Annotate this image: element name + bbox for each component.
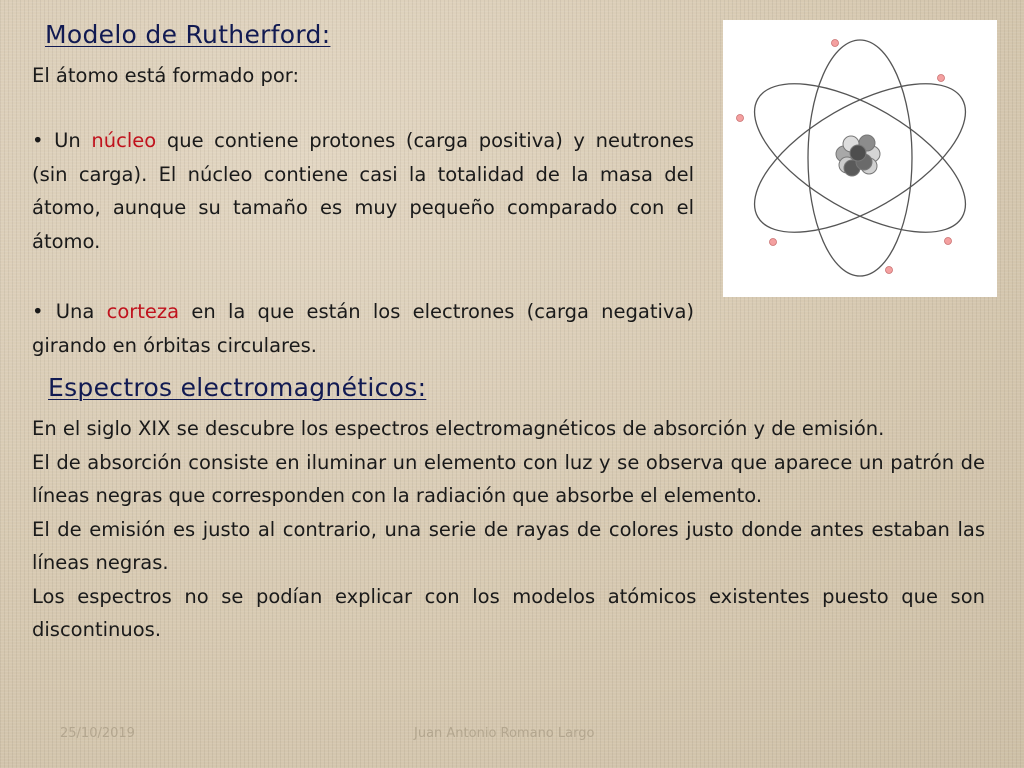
bullet-marker: • [32, 300, 44, 323]
spectra-body [32, 412, 985, 647]
nucleus [836, 135, 880, 176]
atom-model-image [723, 20, 997, 297]
electron [832, 40, 839, 47]
nucleus-bullet-text: que contiene protones (carga positiva) y neutrones (sin carga). El núcleo contiene casi la totalidad de la masa del átomo, aunque su tamaño es muy pequeño comparado con el átomo. [32, 129, 694, 253]
rutherford-intro: El átomo está formado por: [32, 64, 300, 87]
rutherford-title: Modelo de Rutherford: [45, 20, 331, 49]
electron [886, 267, 893, 274]
electron [938, 75, 945, 82]
nucleus-highlight: núcleo [91, 129, 157, 152]
spectra-paragraph: El de emisión es justo al contrario, una serie de rayas de colores justo donde antes estaban las líneas negras. [32, 517, 985, 574]
footer-date: 25/10/2019 [60, 726, 135, 741]
spectra-paragraph: Los espectros no se podían explicar con los modelos atómicos existentes puesto que son discontinuos. [32, 584, 985, 641]
electron [770, 239, 777, 246]
nucleus-bullet-lead: Un [54, 129, 81, 152]
nucleus-bullet [32, 124, 694, 258]
spectra-paragraph: En el siglo XIX se descubre los espectros electromagnéticos de absorción y de emisión. [32, 417, 885, 440]
shell-bullet [32, 295, 694, 362]
spectra-title: Espectros electromagnéticos: [48, 373, 427, 402]
electron [737, 115, 744, 122]
shell-bullet-lead: Una [55, 300, 95, 323]
spectra-paragraph: El de absorción consiste en iluminar un elemento con luz y se observa que aparece un patrón de líneas negras que corresponden con la radiación que absorbe el elemento. [32, 450, 985, 507]
electron [945, 238, 952, 245]
footer-author: Juan Antonio Romano Largo [414, 726, 595, 741]
shell-bullet-text: en la que están los electrones (carga negativa) girando en órbitas circulares. [32, 300, 695, 357]
shell-highlight: corteza [106, 300, 180, 323]
bullet-marker: • [32, 129, 44, 152]
atom-diagram [723, 20, 997, 297]
